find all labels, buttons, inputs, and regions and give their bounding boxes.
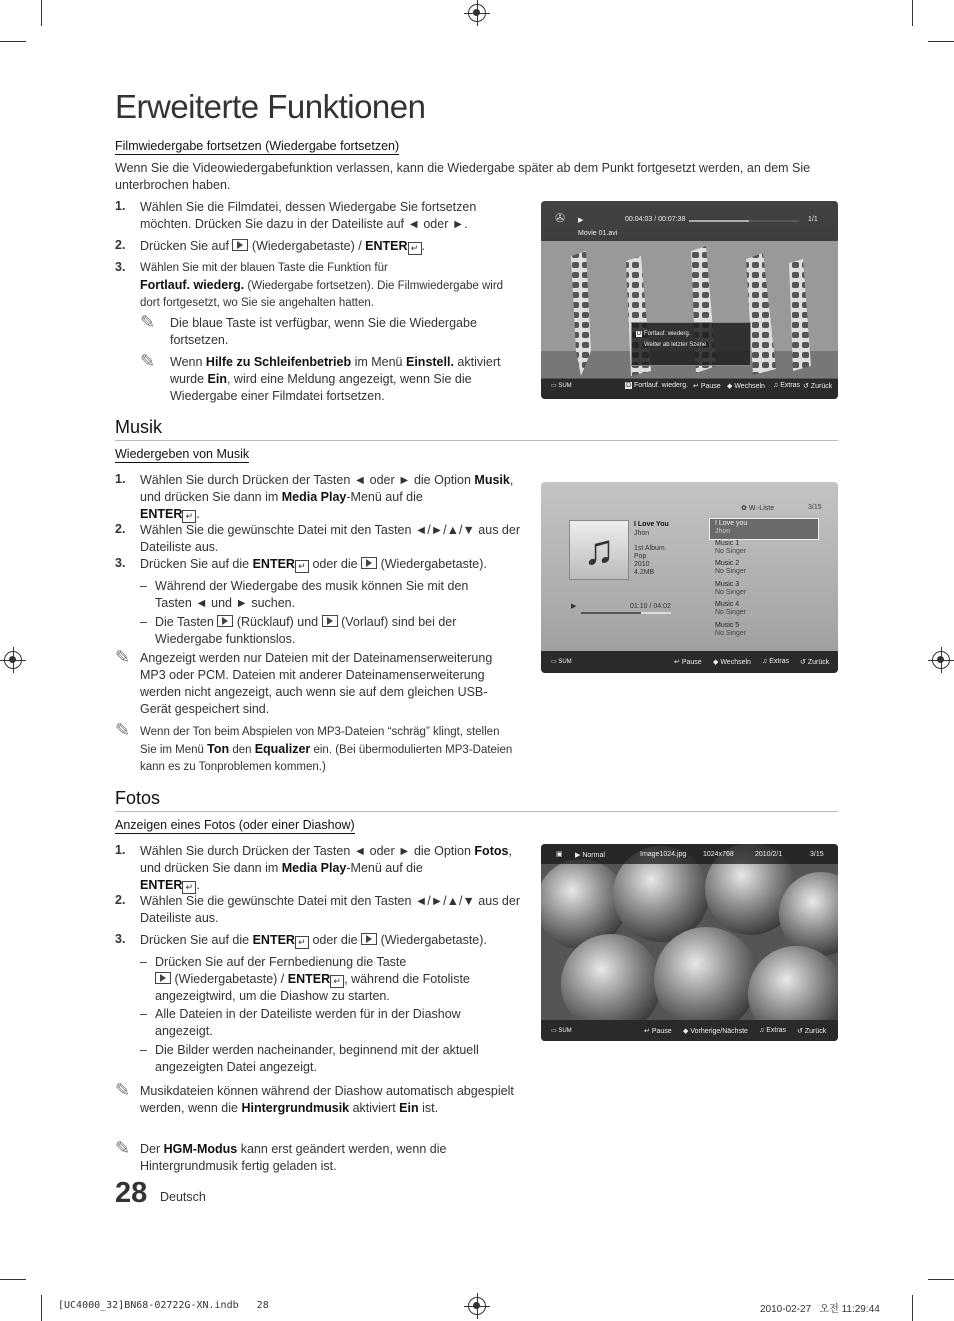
print-date-info: 2010-02-27 오전 11:29:44 xyxy=(760,1304,880,1315)
print-file-info: [UC4000_32]BN68-02722G-XN.indb 28 xyxy=(58,1300,269,1311)
play-key-icon xyxy=(232,239,248,251)
play-key-icon xyxy=(361,933,377,945)
note-icon: ✎ xyxy=(140,312,156,332)
play-icon: ▶ xyxy=(571,603,577,610)
musik-step-1: Wählen Sie durch Drücken der Tasten ◄ oder ► die Option Musik, und drücken Sie dann im Media Play-Menü auf die ENTER ↵ . xyxy=(140,473,514,521)
note-icon: ✎ xyxy=(140,351,156,371)
page-number: 28 xyxy=(115,1177,148,1209)
musik-note-1: Angezeigt werden nur Dateien mit der Dateinamenserweiterung MP3 oder PCM. Dateien mit anderer Dateinamenserweiterung werden nicht angezeigt, auch wenn sie auf dem gleichen USB-Gerät gespeichert sind. xyxy=(140,651,493,716)
note-icon: ✎ xyxy=(115,647,131,667)
crop-mark xyxy=(41,0,42,26)
film-reel-icon: ✇ xyxy=(555,211,566,225)
musik-step-3: Drücken Sie auf die ENTER ↵ oder die (Wiedergabetaste). xyxy=(140,557,487,571)
fotos-step-1: Wählen Sie durch Drücken der Tasten ◄ oder ► die Option Fotos, und drücken Sie dann im Media Play-Menü auf die ENTER ↵ . xyxy=(140,844,512,892)
musik-detail-2: Die Tasten (Rücklauf) und (Vorlauf) sind bei der Wiedergabe funktionslos. xyxy=(155,615,457,646)
progress-bar xyxy=(689,220,749,222)
musik-step-2: Wählen Sie die gewünschte Datei mit den Tasten ◄/►/▲/▼ aus der Dateiliste aus. xyxy=(140,523,520,554)
play-icon: ▶ xyxy=(578,217,584,224)
registration-mark-icon xyxy=(4,651,22,669)
registration-mark-icon xyxy=(468,4,486,22)
registration-mark-icon xyxy=(468,1297,486,1315)
section-title-musik: Musik xyxy=(115,417,163,437)
fotos-detail-3: Die Bilder werden nacheinander, beginnend mit der aktuell angezeigten Datei angezeigt. xyxy=(155,1043,479,1074)
step-number: 1. xyxy=(115,199,126,213)
enter-key-icon: ↵ xyxy=(295,936,309,949)
registration-mark-icon xyxy=(932,651,950,669)
enter-key-icon: ↵ xyxy=(330,975,344,988)
film-step-1: Wählen Sie die Filmdatei, dessen Wiedergabe Sie fortsetzen möchten. Drücken Sie dazu in der Dateiliste auf ◄ oder ►. xyxy=(140,200,477,231)
music-player-screenshot: ✿ W.-Liste 3/15 ♫ I Love You Jhon 1st Album Pop 2010 4.2MB ▶ 01:10 / 04:02 I Love you Jhon Music 1 No Singer Music 2 No Singer Music 3 No Singer Music 4 No Singer Music 5 No Singer ▭ SUM ↵ Pause ◆ Wechseln ♫ Extras ↺ Zurück xyxy=(541,482,838,673)
rewind-key-icon xyxy=(217,615,233,627)
musik-note-2: Wenn der Ton beim Abspielen von MP3-Dateien “schräg” klingt, stellen Sie im Menü Ton den Equalizer ein. (Bei übermodulierten MP3-Dateien kann es zu Tonproblemen kommen.) xyxy=(140,726,513,773)
crop-mark xyxy=(928,1279,954,1280)
apples-photo xyxy=(541,844,838,1041)
note-icon: ✎ xyxy=(115,720,131,740)
photo-viewer-screenshot: ▣ ▶ Normal Image1024.jpg 1024x768 2010/2/1 3/15 ▭ SUM ↵ Pause ◆ Vorherige/Nächste ♫ Extras ↺ Zurück xyxy=(541,844,838,1041)
crop-mark xyxy=(912,0,913,26)
step-number: 3. xyxy=(115,260,126,274)
video-player-screenshot: ✇ ▶ 00:04:03 / 00:07:38 1/1 Movie 01.avi D Fortlauf. wiederg. Weiter ab letzter Szene ▭ SUM D Fortlauf. wiederg. ↵ Pause ◆ Wechseln ♫ Extras ↺ Zurück xyxy=(541,201,838,399)
film-step-2: Drücken Sie auf (Wiedergabetaste) / ENTER ↵ . xyxy=(140,239,426,253)
film-note-1: Die blaue Taste ist verfügbar, wenn Sie die Wiedergabe fortsetzen. xyxy=(170,316,477,347)
crop-mark xyxy=(928,41,954,42)
fotos-step-2: Wählen Sie die gewünschte Datei mit den Tasten ◄/►/▲/▼ aus der Dateiliste aus. xyxy=(140,894,520,925)
enter-key-icon: ↵ xyxy=(182,881,196,894)
progress-bar xyxy=(581,612,641,614)
crop-mark xyxy=(41,1295,42,1321)
enter-key-icon: ↵ xyxy=(182,510,196,523)
film-intro: Wenn Sie die Videowiedergabefunktion verlassen, kann die Wiedergabe später ab dem Punkt fortgesetzt werden, an dem Sie unterbrochen haben. xyxy=(115,161,811,192)
film-step-3: Wählen Sie mit der blauen Taste die Funktion für Fortlauf. wiederg. (Wiedergabe fortsetzen). Die Filmwiedergabe wird dort fortgesetzt, wo Sie sie angehalten hatten. xyxy=(140,262,504,309)
subheading-musik: Wiedergeben von Musik xyxy=(115,447,250,461)
fotos-note-1: Musikdateien können während der Diashow automatisch abgespielt werden, wenn die Hintergrundmusik aktiviert Ein ist. xyxy=(140,1084,514,1115)
subheading-fotos: Anzeigen eines Fotos (oder einer Diashow) xyxy=(115,818,355,832)
crop-mark xyxy=(0,41,26,42)
fotos-detail-1: Drücken Sie auf der Fernbedienung die Taste (Wiedergabetaste) / ENTER ↵ , während die Fotoliste angezeigtwird, um die Diashow zu starten. xyxy=(155,955,470,1003)
page-title: Erweiterte Funktionen xyxy=(115,88,426,125)
photo-icon: ▣ xyxy=(556,851,563,858)
note-icon: ✎ xyxy=(115,1080,131,1100)
film-note-2: Wenn Hilfe zu Schleifenbetrieb im Menü Einstell. aktiviert wurde Ein, wird eine Meldung angezeigt, wenn Sie die Wiedergabe einer Filmdatei fortsetzen. xyxy=(170,355,501,403)
crop-mark xyxy=(0,1279,26,1280)
play-key-icon xyxy=(361,557,377,569)
step-number: 2. xyxy=(115,238,126,252)
section-title-fotos: Fotos xyxy=(115,788,161,808)
enter-key-icon: ↵ xyxy=(408,242,422,255)
musik-detail-1: Während der Wiedergabe des musik können Sie mit den Tasten ◄ und ► suchen. xyxy=(155,579,469,610)
crop-mark xyxy=(912,1295,913,1321)
play-key-icon xyxy=(155,972,171,984)
enter-key-icon: ↵ xyxy=(295,560,309,573)
forward-key-icon xyxy=(322,615,338,627)
note-icon: ✎ xyxy=(115,1138,131,1158)
music-note-icon: ♫ xyxy=(569,520,629,580)
fotos-step-3: Drücken Sie auf die ENTER ↵ oder die (Wiedergabetaste). xyxy=(140,933,487,947)
subheading-film: Filmwiedergabe fortsetzen (Wiedergabe fortsetzen) xyxy=(115,139,400,153)
fotos-note-2: Der HGM-Modus kann erst geändert werden, wenn die Hintergrundmusik fertig geladen ist. xyxy=(140,1142,447,1173)
language-label: Deutsch xyxy=(160,1190,206,1204)
fotos-detail-2: Alle Dateien in der Dateiliste werden für in der Diashow angezeigt. xyxy=(155,1007,461,1038)
